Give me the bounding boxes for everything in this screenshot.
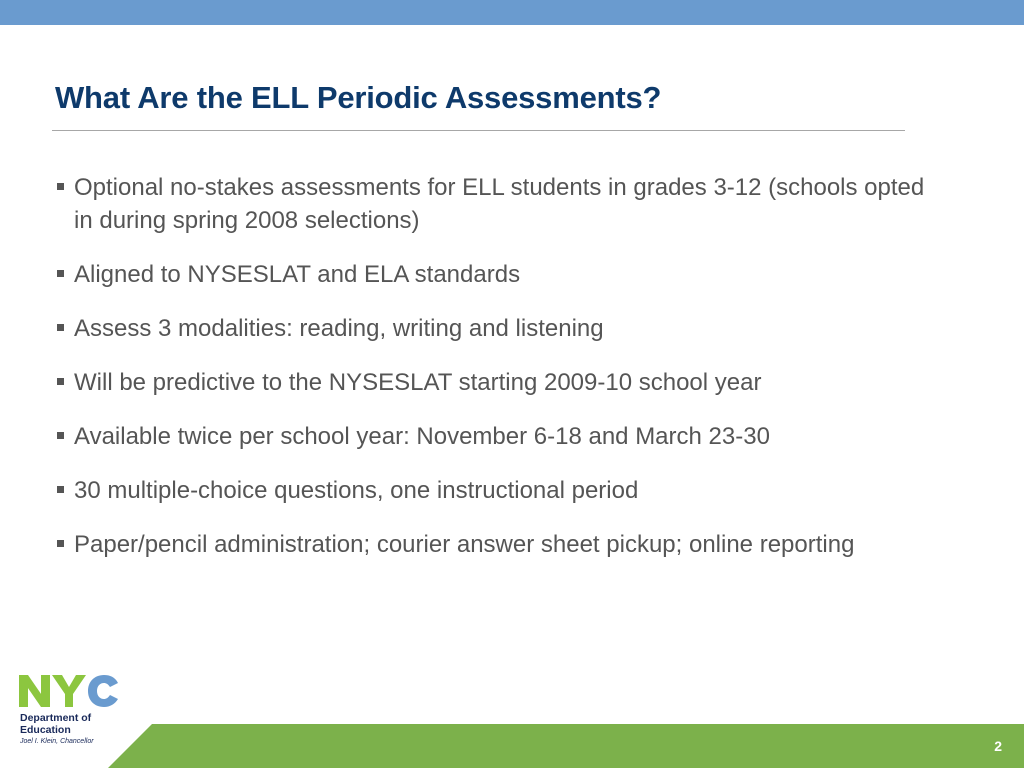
slide-title: What Are the ELL Periodic Assessments? — [55, 80, 662, 115]
square-bullet-icon — [57, 324, 64, 331]
bullet-item — [57, 171, 927, 237]
bullet-text: Paper/pencil administration; courier answer sheet pickup; online reporting — [74, 531, 855, 558]
dept-line-2: Education — [20, 724, 71, 736]
bullet-text: Aligned to NYSESLAT and ELA standards — [74, 261, 521, 288]
square-bullet-icon — [57, 486, 64, 493]
bullet-item — [57, 258, 927, 291]
bullet-item — [57, 312, 927, 345]
nyc-wordmark-icon — [19, 673, 121, 709]
top-accent-bar — [0, 0, 1024, 25]
bottom-green-bar — [0, 724, 1024, 768]
nyc-letter-n — [19, 675, 50, 707]
bullet-item — [57, 366, 927, 399]
bullet-item — [57, 528, 927, 561]
square-bullet-icon — [57, 378, 64, 385]
page-number: 2 — [994, 738, 1002, 754]
nyc-letter-y — [52, 675, 86, 707]
nyc-letter-c — [88, 675, 118, 707]
dept-line-1: Department of — [20, 712, 92, 724]
square-bullet-icon — [57, 540, 64, 547]
bullet-text: Assess 3 modalities: reading, writing and listening — [74, 315, 604, 342]
bullet-list — [57, 171, 927, 582]
square-bullet-icon — [57, 432, 64, 439]
square-bullet-icon — [57, 270, 64, 277]
square-bullet-icon — [57, 183, 64, 190]
bullet-item — [57, 474, 927, 507]
chancellor-name: Joel I. Klein, Chancellor — [20, 738, 94, 745]
bullet-text: Will be predictive to the NYSESLAT starting 2009-10 school year — [74, 369, 762, 396]
title-divider — [52, 130, 905, 131]
bullet-text: Available twice per school year: November 6-18 and March 23-30 — [74, 423, 770, 450]
bullet-item — [57, 420, 927, 453]
bullet-text: 30 multiple-choice questions, one instructional period — [74, 477, 639, 504]
bullet-text: Optional no-stakes assessments for ELL students in grades 3-12 (schools opted in during spring 2008 selections) — [74, 174, 925, 234]
